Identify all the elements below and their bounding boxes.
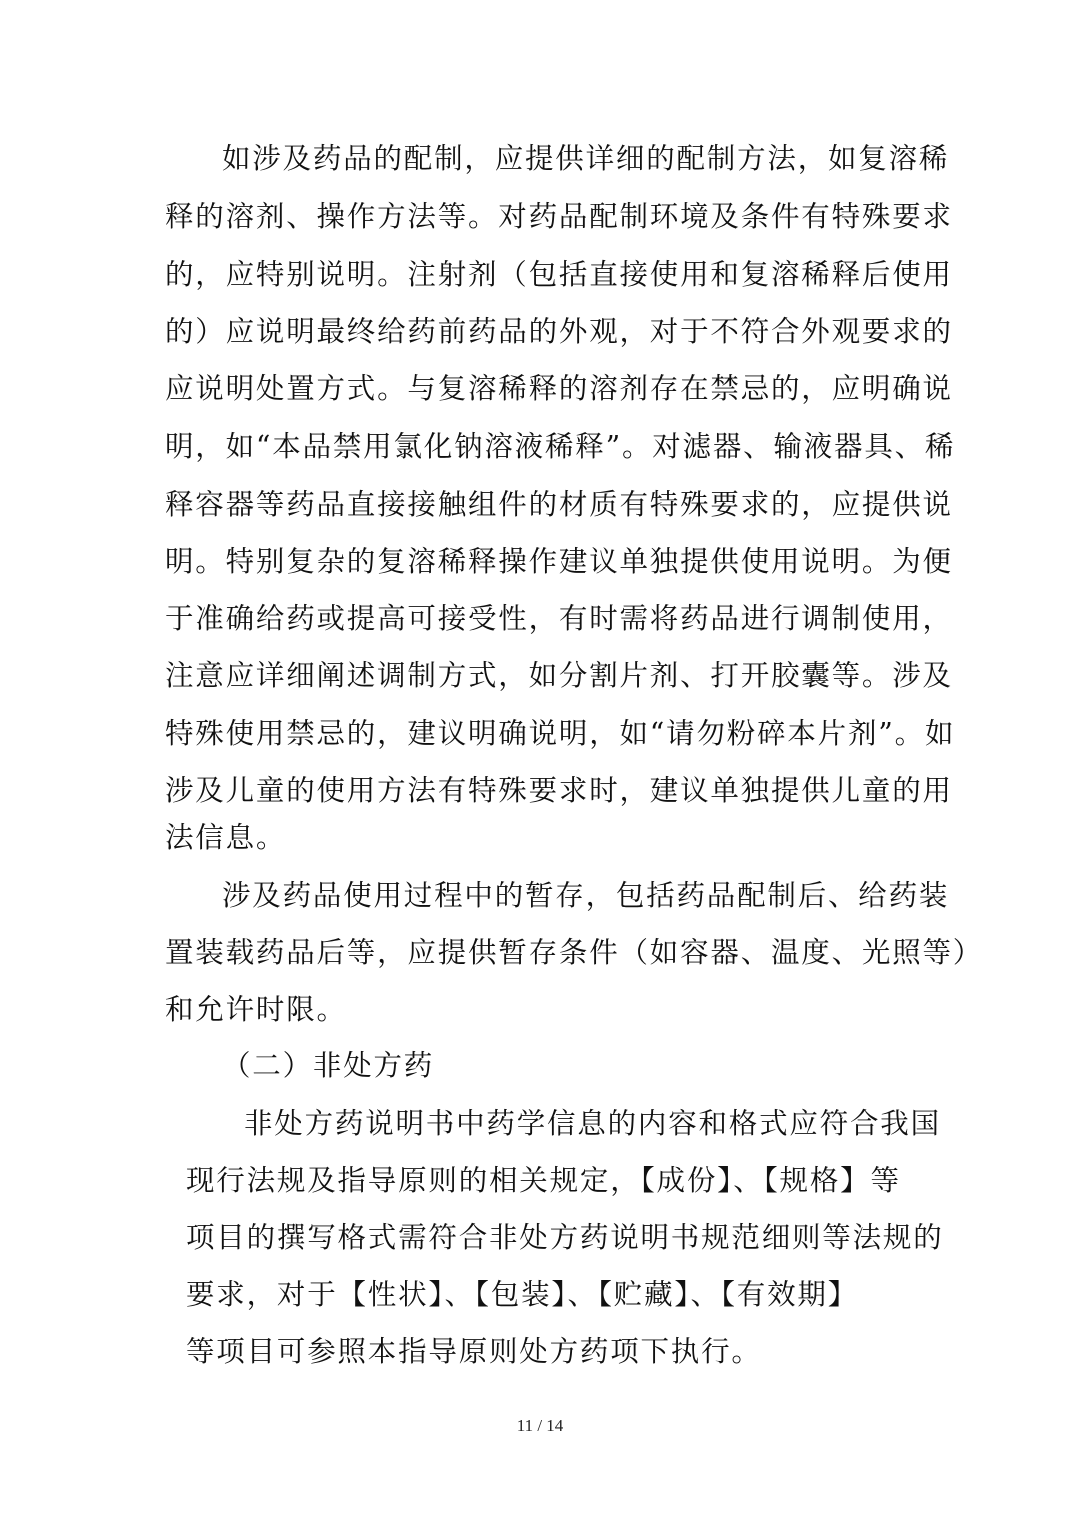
paragraph-line: 涉及儿童的使用方法有特殊要求时，建议单独提供儿童的用 <box>165 774 953 807</box>
paragraph-line: 于准确给药或提高可接受性，有时需将药品进行调制使用， <box>165 602 953 635</box>
paragraph-line: 应说明处置方式。与复溶稀释的溶剂存在禁忌的，应明确说 <box>165 372 953 405</box>
paragraph-line: 置装载药品后等，应提供暂存条件（如容器、温度、光照等） <box>165 936 984 969</box>
paragraph-line: 注意应详细阐述调制方式，如分割片剂、打开胶囊等。涉及 <box>165 659 953 692</box>
paragraph-line: 的）应说明最终给药前药品的外观，对于不符合外观要求的 <box>165 315 953 348</box>
paragraph-line: 涉及药品使用过程中的暂存，包括药品配制后、给药装 <box>222 879 950 912</box>
paragraph-line: 非处方药说明书中药学信息的内容和格式应符合我国 <box>244 1107 941 1140</box>
page-number: 11 / 14 <box>516 1416 564 1435</box>
paragraph-line: 法信息。 <box>165 821 287 854</box>
paragraph-line: 的，应特别说明。注射剂（包括直接使用和复溶稀释后使用 <box>165 258 953 291</box>
paragraph-line: 明，如“本品禁用氯化钠溶液稀释”。对滤器、输液器具、稀 <box>165 430 956 463</box>
paragraph-line: 等项目可参照本指导原则处方药项下执行。 <box>186 1335 762 1368</box>
paragraph-line: 特殊使用禁忌的，建议明确说明，如“请勿粉碎本片剂”。如 <box>165 717 956 750</box>
paragraph-line: 明。特别复杂的复溶稀释操作建议单独提供使用说明。为便 <box>165 545 953 578</box>
paragraph-line: 要求，对于【性状】、【包装】、【贮藏】、【有效期】 <box>186 1278 859 1311</box>
section-heading: （二）非处方药 <box>222 1049 435 1082</box>
paragraph-line: 现行法规及指导原则的相关规定，【成份】、【规格】等 <box>186 1164 901 1197</box>
paragraph-line: 如涉及药品的配制，应提供详细的配制方法，如复溶稀 <box>222 142 950 175</box>
paragraph-line: 和允许时限。 <box>165 993 347 1026</box>
paragraph-line: 释容器等药品直接接触组件的材质有特殊要求的，应提供说 <box>165 488 953 521</box>
paragraph-line: 释的溶剂、操作方法等。对药品配制环境及条件有特殊要求 <box>165 200 953 233</box>
paragraph-line: 项目的撰写格式需符合非处方药说明书规范细则等法规的 <box>186 1221 944 1254</box>
